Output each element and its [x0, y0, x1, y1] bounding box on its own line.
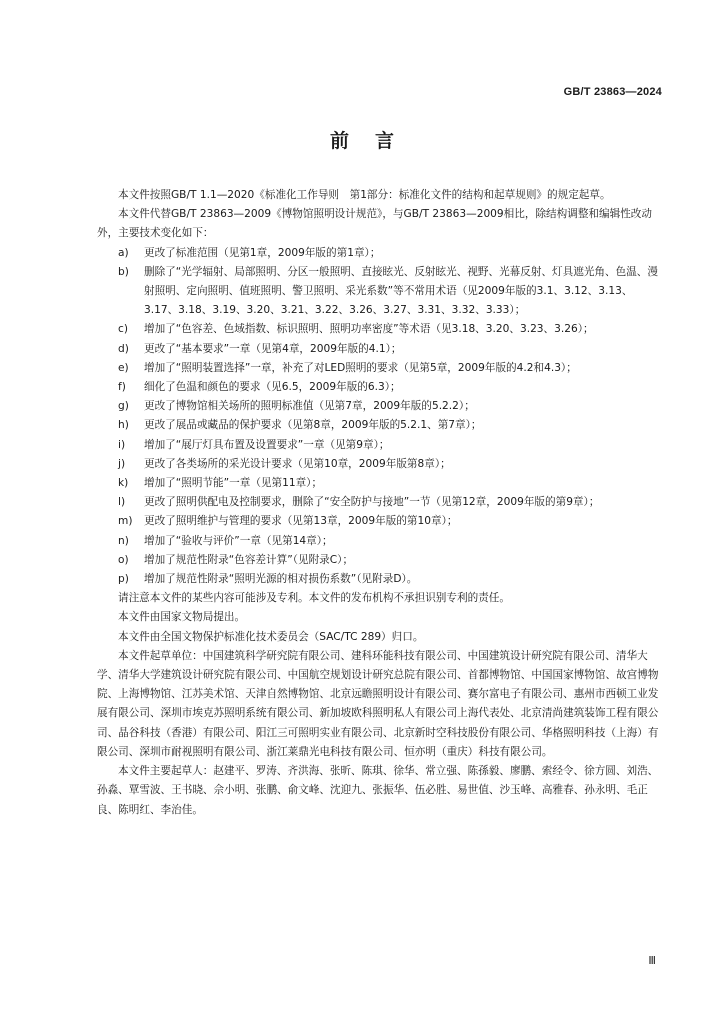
document-body: [97, 186, 665, 820]
patent-notice: 请注意本文件的某些内容可能涉及专利。本文件的发布机构不承担识别专利的责任。: [118, 592, 510, 605]
list-item: [97, 244, 665, 263]
list-item-text: 增加了规范性附录“色容差计算”（见附录C）；: [144, 553, 354, 566]
drafting-organizations: 本文件起草单位：中国建筑科学研究院有限公司、建科环能科技有限公司、中国建筑设计研究院有限公司、清华大学、清华大学建筑设计研究院有限公司、中国航空规划设计研究总院有限公司、首都博物馆、中国国家博物馆、故宫博物院、上海博物馆、江苏美术馆、天津自然博物馆、北京远瞻照明设计有限公司、赛尔富电子有限公司、惠州市西顿工业发展有限公司、深圳市埃克苏照明系统有限公司、新加坡欧科照明私人有限公司上海代表处、北京清尚建筑装饰工程有限公司、晶谷科技（香港）有限公司、阳江三可照明实业有限公司、北京新时空科技股份有限公司、华格照明科技（上海）有限公司、深圳市耐视照明有限公司、浙江莱鼎光电科技有限公司、恒亦明（重庆）科技有限公司。: [97, 649, 659, 758]
list-item: [97, 436, 665, 455]
list-marker: n): [118, 534, 129, 547]
list-marker: f): [118, 381, 126, 394]
intro-paragraph: 本文件按照GB/T 1.1—2020《标准化工作导则 第1部分：标准化文件的结构和起草规则》的规定起草。: [118, 189, 611, 201]
list-item: [97, 493, 665, 512]
list-item-text: 增加了“照明装置选择”一章，补充了对LED照明的要求（见第5章，2009年版的4.2和4.3）；: [144, 361, 577, 374]
list-item: [97, 340, 665, 359]
list-item-text: 更改了博物馆相关场所的照明标准值（见第7章，2009年版的5.2.2）；: [144, 400, 475, 413]
list-marker: j): [118, 457, 126, 470]
list-marker: o): [118, 553, 129, 566]
list-item-text: 删除了“光学辐射、局部照明、分区一般照明、直接眩光、反射眩光、视野、光幕反射、灯具遮光角、色温、漫射照明、定向照明、值班照明、警卫照明、采光系数”等不常用术语（见2009年版的3.1、3.12、3.13、3.17、3.18、3.19、3.20、3.21、3.22、3.26、3.27、3.31、3.32、3.33）；: [144, 265, 658, 317]
list-item-text: 更改了各类场所的采光设计要求（见第10章，2009年版第8章）；: [144, 457, 451, 470]
list-marker: e): [118, 361, 129, 374]
list-item-text: 更改了标准范围（见第1章，2009年版的第1章）；: [144, 246, 381, 259]
standard-number: GB/T 23863—2024: [563, 86, 662, 98]
list-item-text: 更改了照明供配电及控制要求，删除了“安全防护与接地”一节（见第12章，2009年版的第9章）；: [144, 496, 600, 509]
list-marker: a): [118, 246, 129, 259]
list-item: [97, 397, 665, 416]
list-marker: d): [118, 342, 129, 355]
list-marker: i): [118, 438, 126, 451]
list-item-text: 细化了色温和颜色的要求（见6.5，2009年版的6.3）；: [144, 381, 401, 394]
list-item-text: 增加了规范性附录“照明光源的相对损伤系数”（见附录D）。: [144, 573, 418, 586]
list-item-text: 增加了“展厅灯具布置及设置要求”一章（见第9章）；: [144, 438, 390, 451]
proposer-statement: 本文件由国家文物局提出。: [118, 611, 246, 624]
technical-changes-list: [97, 244, 665, 590]
page-title: 前言: [329, 130, 420, 152]
list-item-text: 增加了“色容差、色域指数、标识照明、照明功率密度”等术语（见3.18、3.20、3.23、3.26）；: [144, 323, 594, 336]
list-item: [97, 320, 665, 339]
list-item: [97, 551, 665, 570]
list-marker: b): [118, 265, 129, 278]
list-item-text: 更改了展品或藏品的保护要求（见第8章，2009年版的5.2.1、第7章）；: [144, 419, 482, 432]
list-item-text: 更改了“基本要求”一章（见第4章，2009年版的4.1）；: [144, 342, 402, 355]
list-marker: g): [118, 400, 129, 413]
list-marker: l): [118, 496, 126, 509]
list-item: [97, 416, 665, 435]
list-marker: p): [118, 573, 129, 586]
drafting-persons: 本文件主要起草人：赵建平、罗涛、齐洪海、张昕、陈琪、徐华、常立强、陈孫毅、廖鹏、索经令、徐方圆、刘浩、孙淼、覃雪波、王书晓、佘小明、张鹏、俞文峰、沈迎九、张振华、伍必胜、易世值、沙玉峰、高雅春、孙永明、毛正良、陈明红、李治佳。: [97, 765, 659, 816]
list-item-text: 增加了“验收与评价”一章（见第14章）；: [144, 534, 333, 547]
page-number: Ⅲ: [648, 955, 656, 967]
list-item: [97, 532, 665, 551]
list-item: [97, 474, 665, 493]
list-item-text: 增加了“照明节能”一章（见第11章）；: [144, 477, 323, 490]
list-marker: m): [118, 515, 133, 528]
list-item: [97, 512, 665, 531]
list-item-text: 更改了照明维护与管理的要求（见第13章，2009年版的第10章）；: [144, 515, 458, 528]
intro-paragraph: 本文件代替GB/T 23863—2009《博物馆照明设计规范》，与GB/T 23863—2009相比，除结构调整和编辑性改动外，主要技术变化如下：: [97, 208, 652, 240]
list-item: [97, 455, 665, 474]
list-item: [97, 570, 665, 589]
committee-statement: 本文件由全国文物保护标准化技术委员会（SAC/TC 289）归口。: [118, 630, 424, 643]
list-item: [97, 359, 665, 378]
list-marker: k): [118, 477, 129, 490]
list-marker: c): [118, 323, 128, 336]
list-item: [97, 263, 665, 321]
list-item: [97, 378, 665, 397]
list-marker: h): [118, 419, 129, 432]
